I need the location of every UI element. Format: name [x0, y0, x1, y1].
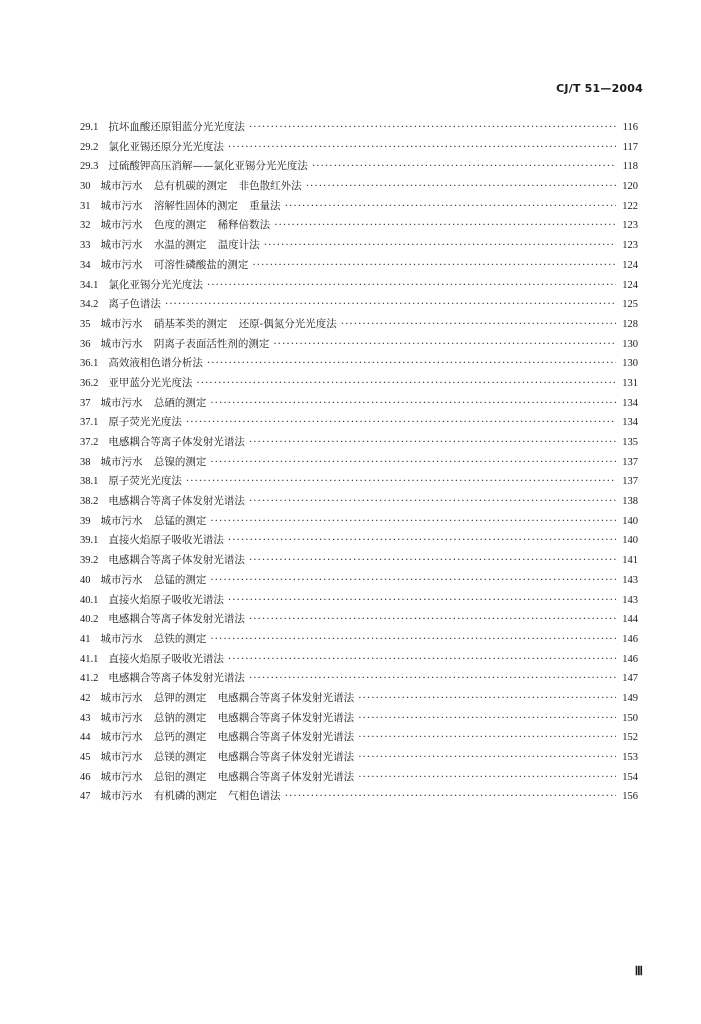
toc-entry-page: 131: [622, 377, 638, 389]
toc-entry[interactable]: [80, 158, 638, 178]
toc-entry[interactable]: [80, 710, 638, 730]
toc-dot-leader: [285, 790, 616, 802]
toc-entry-number: 37: [80, 397, 91, 409]
toc-entry-number: 31: [80, 200, 91, 212]
toc-entry-page: 130: [622, 358, 638, 370]
toc-dot-leader: [249, 436, 616, 448]
toc-entry-page: 124: [622, 259, 638, 271]
toc-entry-number: 34.1: [80, 279, 99, 291]
toc-entry[interactable]: [80, 119, 638, 139]
toc-entry[interactable]: [80, 552, 638, 572]
toc-dot-leader: [207, 279, 616, 291]
toc-entry-title: 氯化亚锡分光光度法: [108, 278, 203, 291]
toc-entry[interactable]: [80, 296, 638, 316]
toc-entry-title: 城市污水 总钠的测定 电感耦合等离子体发射光谱法: [100, 711, 355, 724]
toc-entry-page: 143: [622, 594, 638, 606]
toc-entry-number: 42: [80, 692, 91, 704]
toc-entry[interactable]: [80, 729, 638, 749]
toc-entry[interactable]: [80, 257, 638, 277]
toc-dot-leader: [264, 239, 616, 251]
toc-entry-title: 城市污水 溶解性固体的测定 重量法: [100, 199, 281, 212]
toc-entry-title: 直接火焰原子吸收光谱法: [108, 593, 224, 606]
toc-dot-leader: [207, 357, 616, 369]
toc-entry-title: 直接火焰原子吸收光谱法: [108, 652, 224, 665]
toc-entry-number: 39.1: [80, 535, 99, 547]
toc-entry[interactable]: [80, 178, 638, 198]
toc-entry-page: 147: [622, 673, 638, 685]
toc-entry-title: 城市污水 色度的测定 稀释倍数法: [100, 219, 271, 232]
toc-entry-page: 140: [622, 535, 638, 547]
toc-entry-page: 120: [622, 181, 638, 193]
toc-entry[interactable]: [80, 454, 638, 474]
toc-entry-number: 41: [80, 633, 91, 645]
toc-entry-title: 高效液相色谱分析法: [108, 357, 203, 370]
toc-entry-page: 137: [622, 456, 638, 468]
toc-entry[interactable]: [80, 414, 638, 434]
toc-entry-number: 34.2: [80, 299, 99, 311]
toc-dot-leader: [285, 200, 616, 212]
toc-entry[interactable]: [80, 473, 638, 493]
toc-dot-leader: [210, 633, 616, 645]
toc-entry[interactable]: [80, 493, 638, 513]
toc-entry-page: 134: [622, 397, 638, 409]
toc-entry-number: 39: [80, 515, 91, 527]
toc-entry-title: 城市污水 总钾的测定 电感耦合等离子体发射光谱法: [100, 691, 355, 704]
toc-entry[interactable]: [80, 237, 638, 257]
toc-entry-number: 33: [80, 240, 91, 252]
toc-entry-title: 城市污水 有机磷的测定 气相色谱法: [100, 790, 281, 803]
toc-dot-leader: [273, 338, 616, 350]
toc-entry-title: 城市污水 总镍的测定: [100, 455, 207, 468]
toc-entry[interactable]: [80, 355, 638, 375]
toc-entry-title: 抗坏血酸还原钼蓝分光光度法: [108, 121, 245, 133]
toc-entry-page: 122: [622, 200, 638, 212]
toc-entry-page: 116: [622, 122, 638, 133]
toc-entry-page: 117: [622, 141, 638, 153]
toc-entry[interactable]: [80, 513, 638, 533]
toc-entry-title: 原子荧光光度法: [108, 475, 182, 488]
toc-entry-number: 38.1: [80, 476, 99, 488]
toc-entry-page: 146: [622, 633, 638, 645]
toc-dot-leader: [358, 771, 616, 783]
toc-entry-number: 44: [80, 732, 91, 744]
toc-dot-leader: [341, 318, 616, 330]
toc-entry-page: 146: [622, 653, 638, 665]
toc-entry-page: 130: [622, 338, 638, 350]
toc-entry-title: 城市污水 总镁的测定 电感耦合等离子体发射光谱法: [100, 751, 355, 763]
toc-entry[interactable]: [80, 198, 638, 218]
toc-entry-page: 150: [622, 712, 638, 724]
table-of-contents: [80, 119, 638, 808]
toc-entry-page: 140: [622, 515, 638, 527]
toc-entry-page: 128: [622, 318, 638, 330]
toc-dot-leader: [228, 534, 616, 546]
toc-dot-leader: [196, 377, 616, 389]
toc-entry-title: 城市污水 总有机碳的测定 非色散红外法: [100, 180, 302, 193]
toc-entry-page: 134: [622, 417, 638, 429]
toc-entry[interactable]: [80, 277, 638, 297]
toc-entry-number: 35: [80, 318, 91, 330]
toc-entry-number: 37.1: [80, 417, 99, 429]
toc-entry-title: 电感耦合等离子体发射光谱法: [108, 554, 245, 567]
toc-entry[interactable]: [80, 395, 638, 415]
toc-entry-title: 亚甲蓝分光光度法: [108, 376, 193, 389]
toc-entry-number: 36.1: [80, 358, 99, 370]
toc-entry-title: 电感耦合等离子体发射光谱法: [108, 613, 245, 626]
toc-entry[interactable]: [80, 631, 638, 651]
toc-entry-title: 城市污水 总铝的测定 电感耦合等离子体发射光谱法: [100, 770, 355, 783]
toc-dot-leader: [228, 653, 616, 665]
toc-entry-number: 29.1: [80, 122, 99, 133]
toc-entry[interactable]: [80, 375, 638, 395]
toc-entry-number: 38: [80, 456, 91, 468]
toc-dot-leader: [228, 594, 616, 606]
toc-dot-leader: [186, 416, 616, 428]
toc-dot-leader: [210, 456, 616, 468]
toc-entry-page: 143: [622, 574, 638, 586]
toc-entry-number: 29.2: [80, 141, 99, 153]
toc-dot-leader: [358, 751, 616, 763]
toc-dot-leader: [312, 160, 616, 172]
toc-entry[interactable]: [80, 336, 638, 356]
toc-entry[interactable]: [80, 139, 638, 159]
toc-entry[interactable]: [80, 611, 638, 631]
toc-entry-title: 城市污水 总钙的测定 电感耦合等离子体发射光谱法: [100, 731, 355, 744]
toc-dot-leader: [210, 397, 616, 409]
toc-entry-title: 直接火焰原子吸收光谱法: [108, 534, 224, 547]
toc-entry-title: 过硫酸钾高压消解——氯化亚锡分光光度法: [108, 160, 308, 173]
toc-entry[interactable]: [80, 651, 638, 671]
toc-entry-page: 123: [622, 240, 638, 252]
toc-entry-title: 氯化亚锡还原分光光度法: [108, 140, 224, 153]
toc-entry-page: 118: [622, 161, 638, 173]
toc-entry-number: 40.1: [80, 594, 99, 606]
toc-entry[interactable]: [80, 670, 638, 690]
toc-entry[interactable]: [80, 592, 638, 612]
toc-dot-leader: [358, 731, 616, 743]
toc-dot-leader: [249, 672, 616, 684]
toc-entry[interactable]: [80, 434, 638, 454]
toc-entry-number: 43: [80, 712, 91, 724]
toc-entry-number: 46: [80, 771, 91, 783]
toc-entry-page: 156: [622, 791, 638, 803]
toc-dot-leader: [249, 613, 616, 625]
toc-entry[interactable]: [80, 316, 638, 336]
toc-entry-title: 城市污水 硝基苯类的测定 还原-偶氮分光光度法: [100, 317, 337, 330]
toc-entry-title: 城市污水 总铁的测定: [100, 632, 207, 645]
toc-entry-page: 135: [622, 437, 638, 448]
toc-dot-leader: [186, 475, 616, 487]
toc-entry-number: 36: [80, 338, 91, 350]
toc-entry-number: 36.2: [80, 377, 99, 389]
toc-entry-number: 41.2: [80, 673, 99, 685]
toc-entry-number: 39.2: [80, 555, 99, 567]
toc-entry-number: 40.2: [80, 614, 99, 626]
toc-entry-number: 34: [80, 259, 91, 271]
toc-entry[interactable]: [80, 572, 638, 592]
toc-entry-title: 城市污水 总锰的测定: [100, 573, 207, 586]
toc-entry-title: 城市污水 总锰的测定: [100, 514, 207, 527]
toc-dot-leader: [210, 515, 616, 527]
toc-entry[interactable]: [80, 532, 638, 552]
toc-entry-number: 37.2: [80, 437, 99, 448]
toc-dot-leader: [210, 574, 616, 586]
toc-entry-title: 电感耦合等离子体发射光谱法: [108, 436, 245, 448]
toc-dot-leader: [249, 554, 616, 566]
toc-entry-page: 154: [622, 771, 638, 783]
toc-entry-page: 141: [622, 555, 638, 567]
toc-entry-number: 45: [80, 752, 91, 763]
toc-entry-page: 149: [622, 692, 638, 704]
toc-entry-page: 152: [622, 732, 638, 744]
toc-entry-number: 41.1: [80, 653, 99, 665]
toc-dot-leader: [306, 180, 616, 192]
toc-entry-number: 32: [80, 220, 91, 232]
toc-dot-leader: [358, 692, 616, 704]
toc-entry-number: 29.3: [80, 161, 99, 173]
toc-entry-page: 138: [622, 496, 638, 508]
toc-entry[interactable]: [80, 217, 638, 237]
toc-entry-page: 125: [622, 299, 638, 311]
toc-entry-page: 124: [622, 279, 638, 291]
toc-dot-leader: [228, 141, 616, 153]
toc-entry-number: 30: [80, 181, 91, 193]
toc-dot-leader: [358, 712, 616, 724]
toc-dot-leader: [252, 259, 616, 271]
toc-entry-page: 144: [622, 614, 638, 626]
toc-entry-title: 城市污水 阴离子表面活性剂的测定: [100, 337, 270, 350]
toc-entry-title: 城市污水 可溶性磷酸盐的测定: [100, 258, 249, 271]
toc-entry-number: 47: [80, 791, 91, 803]
toc-dot-leader: [165, 298, 616, 310]
toc-dot-leader: [249, 121, 616, 133]
toc-dot-leader: [274, 219, 616, 231]
toc-entry-title: 离子色谱法: [108, 298, 161, 311]
toc-entry[interactable]: [80, 788, 638, 808]
toc-entry-title: 原子荧光光度法: [108, 416, 182, 429]
toc-entry-title: 电感耦合等离子体发射光谱法: [108, 495, 245, 508]
toc-dot-leader: [249, 495, 616, 507]
toc-entry-page: 123: [622, 220, 638, 232]
toc-entry[interactable]: [80, 749, 638, 769]
toc-entry[interactable]: [80, 769, 638, 789]
toc-entry[interactable]: [80, 690, 638, 710]
standard-code: CJ/T 51—2004: [556, 82, 643, 95]
toc-entry-title: 城市污水 总硒的测定: [100, 396, 207, 409]
toc-entry-page: 137: [622, 476, 638, 488]
toc-entry-number: 38.2: [80, 496, 99, 508]
toc-entry-title: 电感耦合等离子体发射光谱法: [108, 672, 245, 685]
page-folio: Ⅲ: [634, 964, 643, 978]
toc-entry-title: 城市污水 水温的测定 温度计法: [100, 239, 260, 252]
toc-entry-page: 153: [622, 752, 638, 763]
toc-entry-number: 40: [80, 574, 91, 586]
